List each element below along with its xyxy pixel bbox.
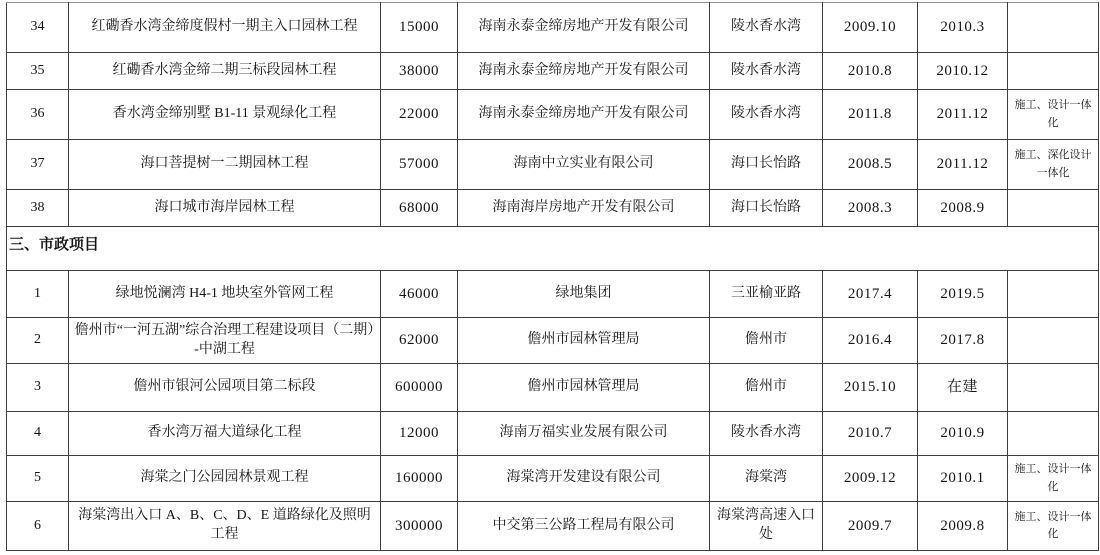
- cell-location: 海口长怡路: [710, 140, 823, 190]
- cell-end-date: 2017.8: [918, 318, 1008, 364]
- cell-amount: 12000: [381, 412, 458, 456]
- cell-project-name: 红磡香水湾金缔二期三标段园林工程: [69, 53, 381, 90]
- cell-project-name: 红磡香水湾金缔度假村一期主入口园林工程: [69, 3, 381, 53]
- cell-location: 海口长怡路: [710, 190, 823, 227]
- cell-amount: 160000: [381, 456, 458, 502]
- cell-end-date: 2011.12: [918, 90, 1008, 140]
- table-row: [7, 140, 1099, 190]
- cell-index: 4: [7, 412, 69, 456]
- table-row: [7, 318, 1099, 364]
- cell-index: 2: [7, 318, 69, 364]
- cell-start-date: 2010.7: [823, 412, 918, 456]
- section-header-row: [7, 227, 1099, 271]
- cell-end-date: 在建: [918, 364, 1008, 412]
- cell-project-name: 海棠湾出入口 A、B、C、D、E 道路绿化及照明工程: [69, 502, 381, 551]
- cell-index: 1: [7, 271, 69, 318]
- cell-start-date: 2009.7: [823, 502, 918, 551]
- cell-note: [1008, 412, 1099, 456]
- cell-end-date: 2010.1: [918, 456, 1008, 502]
- cell-project-name: 香水湾金缔别墅 B1-11 景观绿化工程: [69, 90, 381, 140]
- cell-note: [1008, 190, 1099, 227]
- cell-client: 海南永泰金缔房地产开发有限公司: [458, 3, 710, 53]
- cell-client: 海棠湾开发建设有限公司: [458, 456, 710, 502]
- cell-amount: 68000: [381, 190, 458, 227]
- cell-note: [1008, 3, 1099, 53]
- table-row: [7, 364, 1099, 412]
- table-row: [7, 3, 1099, 53]
- table-row: [7, 412, 1099, 456]
- cell-start-date: 2008.3: [823, 190, 918, 227]
- cell-location: 海棠湾: [710, 456, 823, 502]
- cell-location: 陵水香水湾: [710, 3, 823, 53]
- cell-project-name: 海棠之门公园园林景观工程: [69, 456, 381, 502]
- cell-end-date: 2011.12: [918, 140, 1008, 190]
- cell-project-name: 海口菩提树一二期园林工程: [69, 140, 381, 190]
- cell-start-date: 2008.5: [823, 140, 918, 190]
- cell-index: 3: [7, 364, 69, 412]
- cell-index: 34: [7, 3, 69, 53]
- table-row: [7, 271, 1099, 318]
- table-row: [7, 502, 1099, 551]
- cell-client: 绿地集团: [458, 271, 710, 318]
- cell-location: 儋州市: [710, 364, 823, 412]
- cell-project-name: 绿地悦澜湾 H4-1 地块室外管网工程: [69, 271, 381, 318]
- cell-location: 陵水香水湾: [710, 53, 823, 90]
- cell-amount: 38000: [381, 53, 458, 90]
- cell-note: 施工、设计一体化: [1008, 456, 1099, 502]
- cell-project-name: 海口城市海岸园林工程: [69, 190, 381, 227]
- cell-note: [1008, 53, 1099, 90]
- cell-end-date: 2019.5: [918, 271, 1008, 318]
- table-row: [7, 456, 1099, 502]
- cell-amount: 15000: [381, 3, 458, 53]
- cell-amount: 46000: [381, 271, 458, 318]
- cell-client: 儋州市园林管理局: [458, 318, 710, 364]
- cell-amount: 300000: [381, 502, 458, 551]
- cell-end-date: 2009.8: [918, 502, 1008, 551]
- cell-start-date: 2015.10: [823, 364, 918, 412]
- cell-client: 中交第三公路工程局有限公司: [458, 502, 710, 551]
- cell-end-date: 2010.3: [918, 3, 1008, 53]
- cell-index: 5: [7, 456, 69, 502]
- cell-start-date: 2009.10: [823, 3, 918, 53]
- cell-note: [1008, 271, 1099, 318]
- cell-end-date: 2010.9: [918, 412, 1008, 456]
- projects-table: [6, 2, 1099, 551]
- cell-client: 海南永泰金缔房地产开发有限公司: [458, 53, 710, 90]
- cell-location: 海棠湾高速入口处: [710, 502, 823, 551]
- cell-start-date: 2016.4: [823, 318, 918, 364]
- cell-index: 6: [7, 502, 69, 551]
- table-row: [7, 53, 1099, 90]
- cell-index: 35: [7, 53, 69, 90]
- cell-location: 陵水香水湾: [710, 90, 823, 140]
- cell-start-date: 2009.12: [823, 456, 918, 502]
- cell-project-name: 香水湾万福大道绿化工程: [69, 412, 381, 456]
- cell-project-name: 儋州市“一河五湖”综合治理工程建设项目（二期）-中湖工程: [69, 318, 381, 364]
- cell-client: 海南中立实业有限公司: [458, 140, 710, 190]
- cell-index: 36: [7, 90, 69, 140]
- cell-end-date: 2008.9: [918, 190, 1008, 227]
- cell-location: 三亚榆亚路: [710, 271, 823, 318]
- cell-project-name: 儋州市银河公园项目第二标段: [69, 364, 381, 412]
- cell-note: 施工、设计一体化: [1008, 90, 1099, 140]
- cell-location: 陵水香水湾: [710, 412, 823, 456]
- cell-amount: 22000: [381, 90, 458, 140]
- cell-amount: 600000: [381, 364, 458, 412]
- cell-index: 38: [7, 190, 69, 227]
- section-title: 三、市政项目: [7, 227, 1099, 271]
- cell-start-date: 2011.8: [823, 90, 918, 140]
- cell-note: [1008, 318, 1099, 364]
- cell-amount: 62000: [381, 318, 458, 364]
- table-row: [7, 90, 1099, 140]
- cell-client: 海南海岸房地产开发有限公司: [458, 190, 710, 227]
- cell-start-date: 2010.8: [823, 53, 918, 90]
- cell-location: 儋州市: [710, 318, 823, 364]
- cell-amount: 57000: [381, 140, 458, 190]
- cell-client: 儋州市园林管理局: [458, 364, 710, 412]
- cell-client: 海南万福实业发展有限公司: [458, 412, 710, 456]
- cell-index: 37: [7, 140, 69, 190]
- cell-end-date: 2010.12: [918, 53, 1008, 90]
- cell-note: 施工、深化设计一体化: [1008, 140, 1099, 190]
- table-row: [7, 190, 1099, 227]
- cell-start-date: 2017.4: [823, 271, 918, 318]
- cell-note: 施工、设计一体化: [1008, 502, 1099, 551]
- cell-client: 海南永泰金缔房地产开发有限公司: [458, 90, 710, 140]
- cell-note: [1008, 364, 1099, 412]
